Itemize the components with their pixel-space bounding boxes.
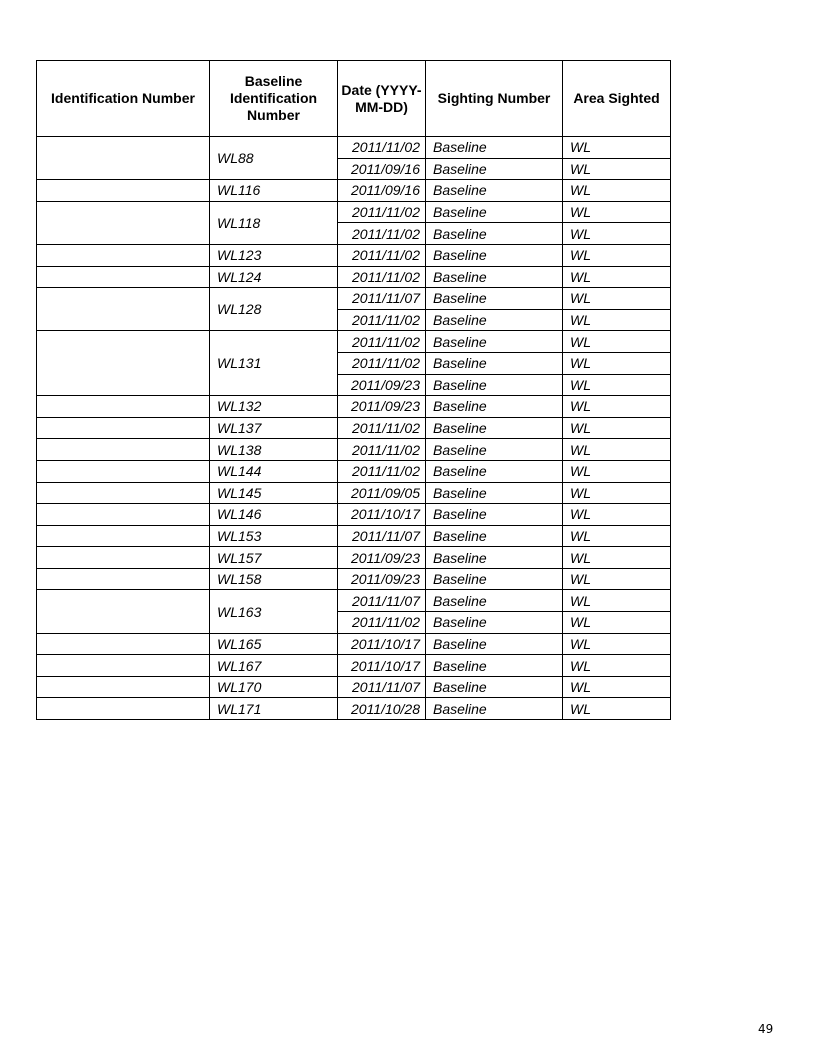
sightings-table (36, 60, 671, 720)
date-cell: 2011/11/07 (338, 590, 426, 612)
table-row (37, 655, 671, 677)
sighting-number-cell: Baseline (426, 698, 563, 720)
baseline-identification-cell: WL146 (210, 504, 338, 526)
sighting-number-cell: Baseline (426, 568, 563, 590)
sighting-number-cell: Baseline (426, 309, 563, 331)
baseline-identification-cell: WL144 (210, 460, 338, 482)
identification-number-cell (37, 417, 210, 439)
area-sighted-cell: WL (563, 439, 671, 461)
identification-number-cell (37, 698, 210, 720)
date-cell: 2011/11/02 (338, 439, 426, 461)
sighting-number-cell: Baseline (426, 331, 563, 353)
date-cell: 2011/11/02 (338, 331, 426, 353)
sighting-number-cell: Baseline (426, 352, 563, 374)
header-baseline-identification-number: Baseline Identification Number (210, 61, 338, 137)
identification-number-cell (37, 180, 210, 202)
sighting-number-cell: Baseline (426, 396, 563, 418)
area-sighted-cell: WL (563, 525, 671, 547)
sighting-number-cell: Baseline (426, 590, 563, 612)
table-row (37, 244, 671, 266)
table-row (37, 137, 671, 159)
table-row (37, 460, 671, 482)
date-cell: 2011/11/02 (338, 460, 426, 482)
baseline-identification-cell: WL131 (210, 331, 338, 396)
baseline-identification-cell: WL171 (210, 698, 338, 720)
baseline-identification-cell: WL165 (210, 633, 338, 655)
baseline-identification-cell: WL88 (210, 137, 338, 180)
identification-number-cell (37, 504, 210, 526)
sighting-number-cell: Baseline (426, 460, 563, 482)
table-row (37, 417, 671, 439)
table-row (37, 568, 671, 590)
date-cell: 2011/09/23 (338, 396, 426, 418)
area-sighted-cell: WL (563, 266, 671, 288)
sighting-number-cell: Baseline (426, 547, 563, 569)
sighting-number-cell: Baseline (426, 439, 563, 461)
date-cell: 2011/11/02 (338, 309, 426, 331)
date-cell: 2011/11/02 (338, 266, 426, 288)
baseline-identification-cell: WL138 (210, 439, 338, 461)
area-sighted-cell: WL (563, 331, 671, 353)
sighting-number-cell: Baseline (426, 223, 563, 245)
area-sighted-cell: WL (563, 655, 671, 677)
table-row (37, 201, 671, 223)
identification-number-cell (37, 288, 210, 331)
sighting-number-cell: Baseline (426, 180, 563, 202)
date-cell: 2011/11/07 (338, 525, 426, 547)
area-sighted-cell: WL (563, 460, 671, 482)
identification-number-cell (37, 137, 210, 180)
baseline-identification-cell: WL158 (210, 568, 338, 590)
area-sighted-cell: WL (563, 374, 671, 396)
sighting-number-cell: Baseline (426, 137, 563, 159)
date-cell: 2011/11/02 (338, 201, 426, 223)
area-sighted-cell: WL (563, 482, 671, 504)
table-row (37, 504, 671, 526)
area-sighted-cell: WL (563, 201, 671, 223)
identification-number-cell (37, 655, 210, 677)
identification-number-cell (37, 676, 210, 698)
sighting-number-cell: Baseline (426, 655, 563, 677)
identification-number-cell (37, 266, 210, 288)
sighting-number-cell: Baseline (426, 158, 563, 180)
table-row (37, 590, 671, 612)
date-cell: 2011/11/02 (338, 417, 426, 439)
baseline-identification-cell: WL124 (210, 266, 338, 288)
area-sighted-cell: WL (563, 504, 671, 526)
sighting-number-cell: Baseline (426, 504, 563, 526)
date-cell: 2011/10/17 (338, 504, 426, 526)
table-row (37, 439, 671, 461)
table-row (37, 288, 671, 310)
sighting-number-cell: Baseline (426, 288, 563, 310)
area-sighted-cell: WL (563, 396, 671, 418)
header-area-sighted: Area Sighted (563, 61, 671, 137)
baseline-identification-cell: WL123 (210, 244, 338, 266)
area-sighted-cell: WL (563, 352, 671, 374)
baseline-identification-cell: WL128 (210, 288, 338, 331)
baseline-identification-cell: WL132 (210, 396, 338, 418)
sighting-number-cell: Baseline (426, 417, 563, 439)
baseline-identification-cell: WL157 (210, 547, 338, 569)
identification-number-cell (37, 568, 210, 590)
baseline-identification-cell: WL153 (210, 525, 338, 547)
header-sighting-number: Sighting Number (426, 61, 563, 137)
area-sighted-cell: WL (563, 698, 671, 720)
header-row (37, 61, 671, 137)
sighting-number-cell: Baseline (426, 482, 563, 504)
area-sighted-cell: WL (563, 676, 671, 698)
identification-number-cell (37, 201, 210, 244)
table-row (37, 633, 671, 655)
date-cell: 2011/09/05 (338, 482, 426, 504)
sighting-number-cell: Baseline (426, 266, 563, 288)
date-cell: 2011/09/23 (338, 568, 426, 590)
date-cell: 2011/09/16 (338, 180, 426, 202)
date-cell: 2011/11/07 (338, 676, 426, 698)
table-row (37, 482, 671, 504)
area-sighted-cell: WL (563, 288, 671, 310)
date-cell: 2011/11/02 (338, 352, 426, 374)
identification-number-cell (37, 633, 210, 655)
identification-number-cell (37, 244, 210, 266)
page-number: 49 (758, 1022, 774, 1036)
area-sighted-cell: WL (563, 137, 671, 159)
table-row (37, 396, 671, 418)
sighting-number-cell: Baseline (426, 374, 563, 396)
sighting-number-cell: Baseline (426, 676, 563, 698)
baseline-identification-cell: WL170 (210, 676, 338, 698)
header-date: Date (YYYY-MM-DD) (338, 61, 426, 137)
identification-number-cell (37, 396, 210, 418)
date-cell: 2011/11/02 (338, 612, 426, 634)
area-sighted-cell: WL (563, 633, 671, 655)
area-sighted-cell: WL (563, 158, 671, 180)
identification-number-cell (37, 525, 210, 547)
identification-number-cell (37, 460, 210, 482)
baseline-identification-cell: WL145 (210, 482, 338, 504)
date-cell: 2011/11/02 (338, 244, 426, 266)
table-body (37, 137, 671, 720)
identification-number-cell (37, 439, 210, 461)
area-sighted-cell: WL (563, 244, 671, 266)
identification-number-cell (37, 331, 210, 396)
sighting-number-cell: Baseline (426, 525, 563, 547)
baseline-identification-cell: WL118 (210, 201, 338, 244)
table-row (37, 180, 671, 202)
date-cell: 2011/10/28 (338, 698, 426, 720)
date-cell: 2011/10/17 (338, 655, 426, 677)
area-sighted-cell: WL (563, 309, 671, 331)
sighting-number-cell: Baseline (426, 244, 563, 266)
identification-number-cell (37, 547, 210, 569)
identification-number-cell (37, 590, 210, 633)
table-row (37, 698, 671, 720)
table-row (37, 676, 671, 698)
area-sighted-cell: WL (563, 417, 671, 439)
table-row (37, 331, 671, 353)
date-cell: 2011/09/23 (338, 547, 426, 569)
header-identification-number: Identification Number (37, 61, 210, 137)
sighting-number-cell: Baseline (426, 612, 563, 634)
area-sighted-cell: WL (563, 180, 671, 202)
identification-number-cell (37, 482, 210, 504)
sighting-number-cell: Baseline (426, 633, 563, 655)
baseline-identification-cell: WL137 (210, 417, 338, 439)
area-sighted-cell: WL (563, 568, 671, 590)
date-cell: 2011/09/16 (338, 158, 426, 180)
area-sighted-cell: WL (563, 590, 671, 612)
date-cell: 2011/10/17 (338, 633, 426, 655)
area-sighted-cell: WL (563, 547, 671, 569)
area-sighted-cell: WL (563, 223, 671, 245)
table-row (37, 525, 671, 547)
table-row (37, 547, 671, 569)
baseline-identification-cell: WL167 (210, 655, 338, 677)
date-cell: 2011/11/07 (338, 288, 426, 310)
date-cell: 2011/11/02 (338, 137, 426, 159)
baseline-identification-cell: WL116 (210, 180, 338, 202)
area-sighted-cell: WL (563, 612, 671, 634)
date-cell: 2011/11/02 (338, 223, 426, 245)
date-cell: 2011/09/23 (338, 374, 426, 396)
baseline-identification-cell: WL163 (210, 590, 338, 633)
table-row (37, 266, 671, 288)
sighting-number-cell: Baseline (426, 201, 563, 223)
